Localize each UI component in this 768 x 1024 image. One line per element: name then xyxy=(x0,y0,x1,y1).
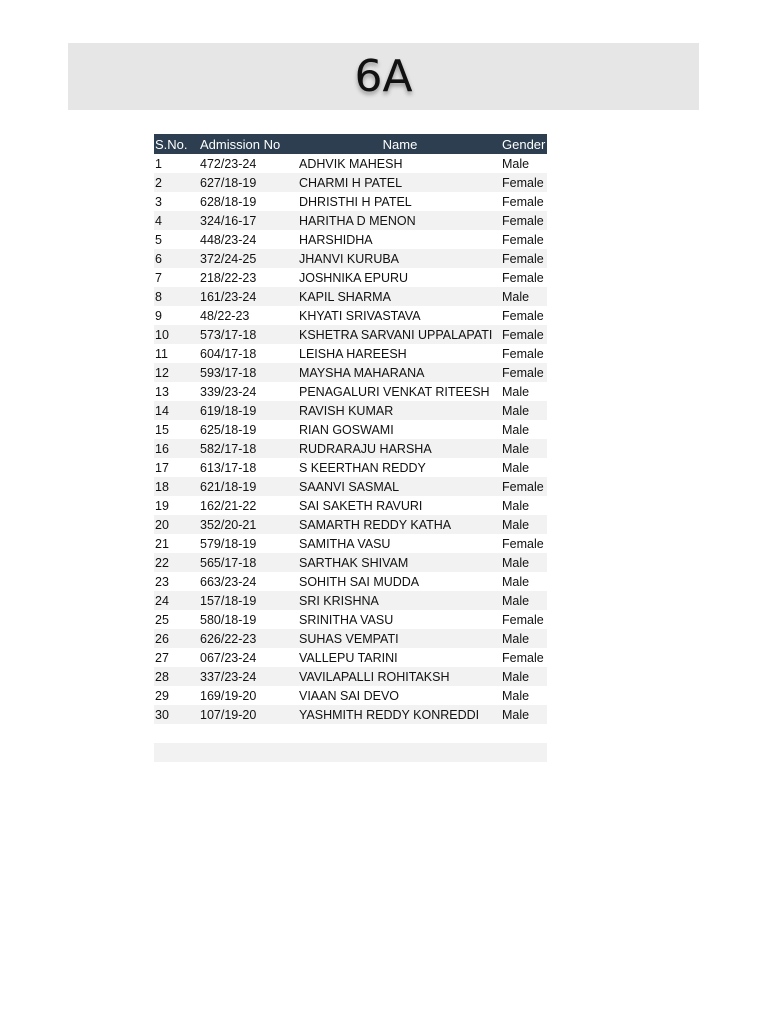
cell-admission-no: 604/17-18 xyxy=(199,344,298,363)
cell-sno: 27 xyxy=(154,648,199,667)
cell-admission-no: 627/18-19 xyxy=(199,173,298,192)
cell-gender: Female xyxy=(501,534,547,553)
table-body xyxy=(154,154,547,762)
cell-gender: Female xyxy=(501,610,547,629)
cell-admission-no: 448/23-24 xyxy=(199,230,298,249)
cell-gender: Male xyxy=(501,420,547,439)
cell-admission-no: 372/24-25 xyxy=(199,249,298,268)
cell-admission-no: 162/21-22 xyxy=(199,496,298,515)
cell-admission-no: 157/18-19 xyxy=(199,591,298,610)
cell-name: LEISHA HAREESH xyxy=(298,344,501,363)
cell-gender: Male xyxy=(501,629,547,648)
table-row xyxy=(154,230,547,249)
empty-cell xyxy=(298,724,501,743)
cell-name: PENAGALURI VENKAT RITEESH xyxy=(298,382,501,401)
cell-name: VAVILAPALLI ROHITAKSH xyxy=(298,667,501,686)
cell-gender: Female xyxy=(501,192,547,211)
cell-gender: Male xyxy=(501,553,547,572)
cell-admission-no: 613/17-18 xyxy=(199,458,298,477)
cell-gender: Male xyxy=(501,382,547,401)
cell-sno: 25 xyxy=(154,610,199,629)
cell-gender: Female xyxy=(501,211,547,230)
cell-sno: 18 xyxy=(154,477,199,496)
empty-row xyxy=(154,724,547,743)
cell-sno: 17 xyxy=(154,458,199,477)
cell-admission-no: 565/17-18 xyxy=(199,553,298,572)
cell-name: VALLEPU TARINI xyxy=(298,648,501,667)
cell-gender: Female xyxy=(501,306,547,325)
cell-gender: Female xyxy=(501,363,547,382)
cell-name: SAANVI SASMAL xyxy=(298,477,501,496)
table-row xyxy=(154,648,547,667)
cell-gender: Female xyxy=(501,268,547,287)
cell-gender: Female xyxy=(501,249,547,268)
cell-sno: 5 xyxy=(154,230,199,249)
cell-gender: Male xyxy=(501,572,547,591)
cell-sno: 30 xyxy=(154,705,199,724)
cell-name: SRI KRISHNA xyxy=(298,591,501,610)
cell-gender: Male xyxy=(501,667,547,686)
cell-admission-no: 573/17-18 xyxy=(199,325,298,344)
cell-sno: 11 xyxy=(154,344,199,363)
cell-sno: 23 xyxy=(154,572,199,591)
cell-name: SAMITHA VASU xyxy=(298,534,501,553)
cell-name: RIAN GOSWAMI xyxy=(298,420,501,439)
cell-gender: Male xyxy=(501,591,547,610)
cell-name: HARSHIDHA xyxy=(298,230,501,249)
cell-sno: 28 xyxy=(154,667,199,686)
empty-cell xyxy=(501,743,547,762)
empty-cell xyxy=(501,724,547,743)
cell-sno: 22 xyxy=(154,553,199,572)
table-row xyxy=(154,572,547,591)
cell-sno: 1 xyxy=(154,154,199,173)
cell-sno: 19 xyxy=(154,496,199,515)
cell-gender: Male xyxy=(501,401,547,420)
table-row xyxy=(154,591,547,610)
cell-gender: Female xyxy=(501,344,547,363)
cell-admission-no: 579/18-19 xyxy=(199,534,298,553)
cell-name: SAMARTH REDDY KATHA xyxy=(298,515,501,534)
cell-sno: 6 xyxy=(154,249,199,268)
table-row xyxy=(154,477,547,496)
cell-sno: 26 xyxy=(154,629,199,648)
table-row xyxy=(154,705,547,724)
cell-gender: Female xyxy=(501,325,547,344)
cell-name: SUHAS VEMPATI xyxy=(298,629,501,648)
cell-sno: 29 xyxy=(154,686,199,705)
cell-name: JHANVI KURUBA xyxy=(298,249,501,268)
table-row xyxy=(154,534,547,553)
table-row xyxy=(154,420,547,439)
table-row xyxy=(154,382,547,401)
cell-admission-no: 337/23-24 xyxy=(199,667,298,686)
table-row xyxy=(154,325,547,344)
table-row xyxy=(154,667,547,686)
cell-admission-no: 625/18-19 xyxy=(199,420,298,439)
cell-admission-no: 324/16-17 xyxy=(199,211,298,230)
cell-gender: Male xyxy=(501,686,547,705)
column-header-admission-no: Admission No xyxy=(199,134,298,154)
table-row xyxy=(154,363,547,382)
cell-name: JOSHNIKA EPURU xyxy=(298,268,501,287)
table-row xyxy=(154,515,547,534)
cell-name: S KEERTHAN REDDY xyxy=(298,458,501,477)
cell-admission-no: 339/23-24 xyxy=(199,382,298,401)
cell-sno: 8 xyxy=(154,287,199,306)
cell-gender: Male xyxy=(501,458,547,477)
table-row xyxy=(154,154,547,173)
cell-admission-no: 169/19-20 xyxy=(199,686,298,705)
table-row xyxy=(154,173,547,192)
table-row xyxy=(154,344,547,363)
cell-gender: Male xyxy=(501,705,547,724)
table-row xyxy=(154,629,547,648)
cell-sno: 12 xyxy=(154,363,199,382)
empty-cell xyxy=(154,724,199,743)
cell-sno: 16 xyxy=(154,439,199,458)
cell-name: KHYATI SRIVASTAVA xyxy=(298,306,501,325)
table-row xyxy=(154,686,547,705)
cell-gender: Male xyxy=(501,287,547,306)
cell-sno: 21 xyxy=(154,534,199,553)
cell-sno: 4 xyxy=(154,211,199,230)
cell-admission-no: 48/22-23 xyxy=(199,306,298,325)
page-title: 6A xyxy=(354,51,413,102)
cell-sno: 24 xyxy=(154,591,199,610)
table-row xyxy=(154,553,547,572)
cell-name: SAI SAKETH RAVURI xyxy=(298,496,501,515)
cell-sno: 13 xyxy=(154,382,199,401)
cell-gender: Male xyxy=(501,515,547,534)
cell-admission-no: 352/20-21 xyxy=(199,515,298,534)
cell-name: HARITHA D MENON xyxy=(298,211,501,230)
column-header-gender: Gender xyxy=(501,134,547,154)
table-row xyxy=(154,268,547,287)
table-row xyxy=(154,211,547,230)
cell-admission-no: 593/17-18 xyxy=(199,363,298,382)
cell-admission-no: 628/18-19 xyxy=(199,192,298,211)
cell-name: SRINITHA VASU xyxy=(298,610,501,629)
cell-gender: Female xyxy=(501,230,547,249)
empty-cell xyxy=(199,724,298,743)
cell-name: YASHMITH REDDY KONREDDI xyxy=(298,705,501,724)
cell-admission-no: 621/18-19 xyxy=(199,477,298,496)
cell-sno: 20 xyxy=(154,515,199,534)
cell-gender: Male xyxy=(501,439,547,458)
cell-gender: Male xyxy=(501,496,547,515)
cell-name: DHRISTHI H PATEL xyxy=(298,192,501,211)
table-header-row xyxy=(154,134,547,154)
table-row xyxy=(154,439,547,458)
cell-name: SARTHAK SHIVAM xyxy=(298,553,501,572)
cell-name: KSHETRA SARVANI UPPALAPATI xyxy=(298,325,501,344)
table-row xyxy=(154,192,547,211)
cell-sno: 9 xyxy=(154,306,199,325)
cell-admission-no: 626/22-23 xyxy=(199,629,298,648)
cell-gender: Female xyxy=(501,477,547,496)
table-row xyxy=(154,249,547,268)
cell-admission-no: 619/18-19 xyxy=(199,401,298,420)
student-roster-table xyxy=(154,134,547,762)
cell-name: KAPIL SHARMA xyxy=(298,287,501,306)
empty-cell xyxy=(154,743,199,762)
cell-name: CHARMI H PATEL xyxy=(298,173,501,192)
table-row xyxy=(154,287,547,306)
cell-gender: Female xyxy=(501,173,547,192)
cell-admission-no: 663/23-24 xyxy=(199,572,298,591)
title-band xyxy=(68,43,699,110)
column-header-name: Name xyxy=(298,134,501,154)
cell-admission-no: 218/22-23 xyxy=(199,268,298,287)
empty-cell xyxy=(199,743,298,762)
table-row xyxy=(154,496,547,515)
cell-sno: 14 xyxy=(154,401,199,420)
cell-sno: 10 xyxy=(154,325,199,344)
cell-admission-no: 472/23-24 xyxy=(199,154,298,173)
cell-name: MAYSHA MAHARANA xyxy=(298,363,501,382)
cell-name: RAVISH KUMAR xyxy=(298,401,501,420)
cell-name: ADHVIK MAHESH xyxy=(298,154,501,173)
cell-admission-no: 161/23-24 xyxy=(199,287,298,306)
column-header-sno: S.No. xyxy=(154,134,199,154)
table-row xyxy=(154,306,547,325)
table-row xyxy=(154,458,547,477)
cell-name: RUDRARAJU HARSHA xyxy=(298,439,501,458)
cell-name: SOHITH SAI MUDDA xyxy=(298,572,501,591)
cell-name: VIAAN SAI DEVO xyxy=(298,686,501,705)
table-row xyxy=(154,610,547,629)
table-row xyxy=(154,401,547,420)
cell-gender: Female xyxy=(501,648,547,667)
cell-sno: 15 xyxy=(154,420,199,439)
cell-admission-no: 582/17-18 xyxy=(199,439,298,458)
cell-admission-no: 067/23-24 xyxy=(199,648,298,667)
cell-sno: 7 xyxy=(154,268,199,287)
cell-admission-no: 580/18-19 xyxy=(199,610,298,629)
cell-admission-no: 107/19-20 xyxy=(199,705,298,724)
empty-cell xyxy=(298,743,501,762)
cell-sno: 3 xyxy=(154,192,199,211)
cell-gender: Male xyxy=(501,154,547,173)
empty-row xyxy=(154,743,547,762)
cell-sno: 2 xyxy=(154,173,199,192)
